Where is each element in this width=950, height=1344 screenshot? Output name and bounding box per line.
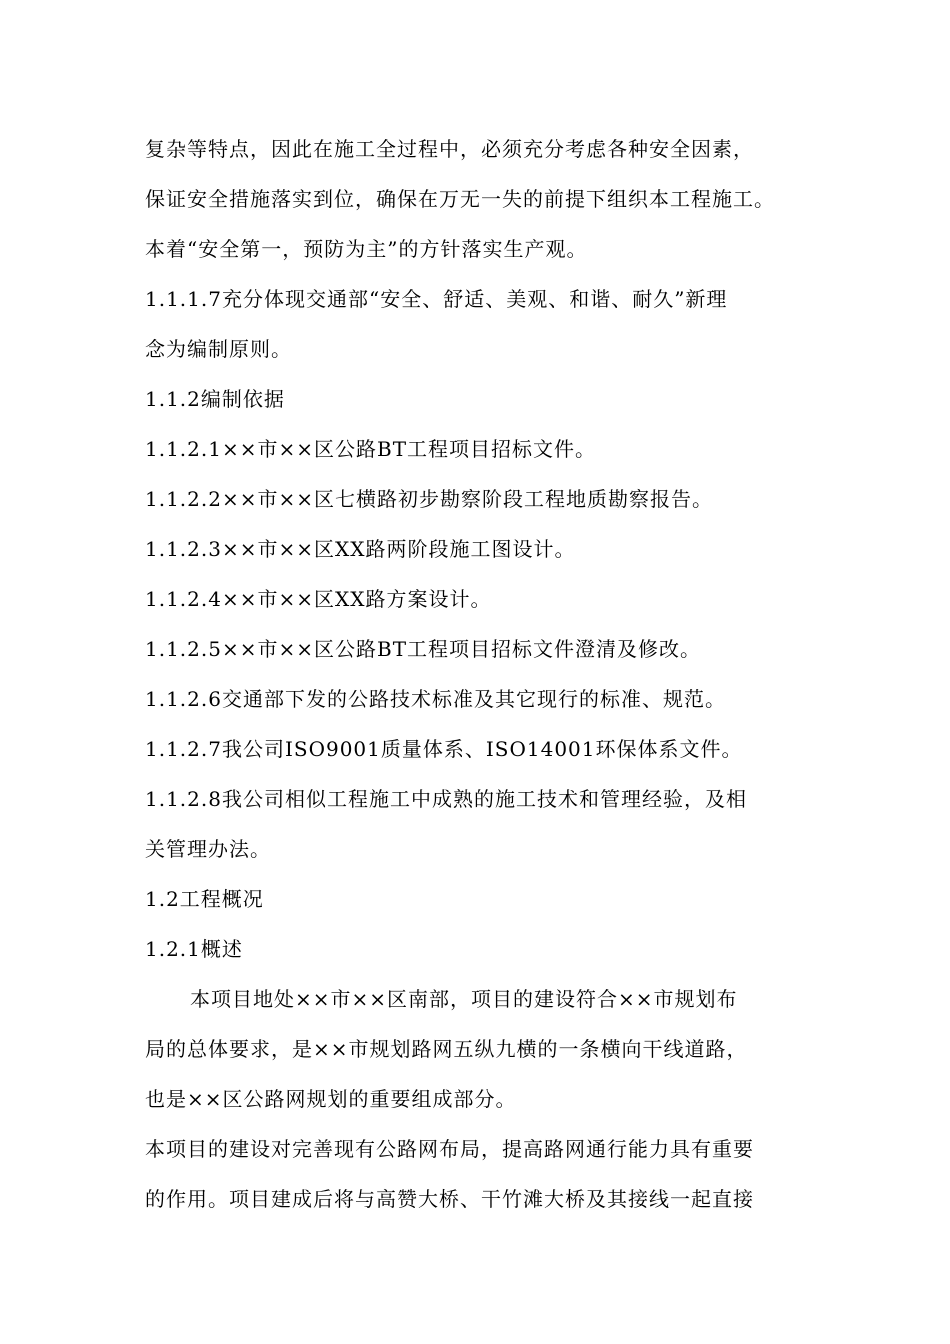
list-item: 1.1.2.5××市××区公路BT工程项目招标文件澄清及修改。 (145, 637, 702, 661)
paragraph-line: 复杂等特点，因此在施工全过程中，必须充分考虑各种安全因素， (145, 137, 754, 161)
list-item: 1.1.2.4××市××区XX路方案设计。 (145, 587, 492, 611)
paragraph-line: 也是××区公路网规划的重要组成部分。 (145, 1087, 517, 1111)
section-line: 1.1.1.7充分体现交通部“安全、舒适、美观、和谐、耐久”新理 (145, 287, 728, 311)
paragraph-line: 本项目的建设对完善现有公路网布局，提高路网通行能力具有重要 (145, 1137, 754, 1161)
paragraph-line: 的作用。项目建成后将与高赞大桥、干竹滩大桥及其接线一起直接 (145, 1187, 754, 1211)
paragraph-line: 保证安全措施落实到位，确保在万无一失的前提下组织本工程施工。 (145, 187, 775, 211)
section-heading: 1.1.2编制依据 (145, 387, 285, 411)
paragraph-line: 念为编制原则。 (145, 337, 292, 361)
list-item: 1.1.2.3××市××区XX路两阶段施工图设计。 (145, 537, 576, 561)
list-item: 1.1.2.1××市××区公路BT工程项目招标文件。 (145, 437, 597, 461)
paragraph-line: 关管理办法。 (145, 837, 271, 861)
paragraph-line: 本着“安全第一，预防为主”的方针落实生产观。 (145, 237, 588, 261)
paragraph-line: 本项目地处××市××区南部，项目的建设符合××市规划布 (190, 987, 738, 1011)
list-item: 1.1.2.2××市××区七横路初步勘察阶段工程地质勘察报告。 (145, 487, 714, 511)
subsection-heading: 1.2.1概述 (145, 937, 243, 961)
list-item: 1.1.2.8我公司相似工程施工中成熟的施工技术和管理经验，及相 (145, 787, 747, 811)
section-heading: 1.2工程概况 (145, 887, 264, 911)
list-item: 1.1.2.6交通部下发的公路技术标准及其它现行的标准、规范。 (145, 687, 726, 711)
paragraph-line: 局的总体要求，是××市规划路网五纵九横的一条横向干线道路， (145, 1037, 748, 1061)
list-item: 1.1.2.7我公司ISO9001质量体系、ISO14001环保体系文件。 (145, 737, 743, 761)
